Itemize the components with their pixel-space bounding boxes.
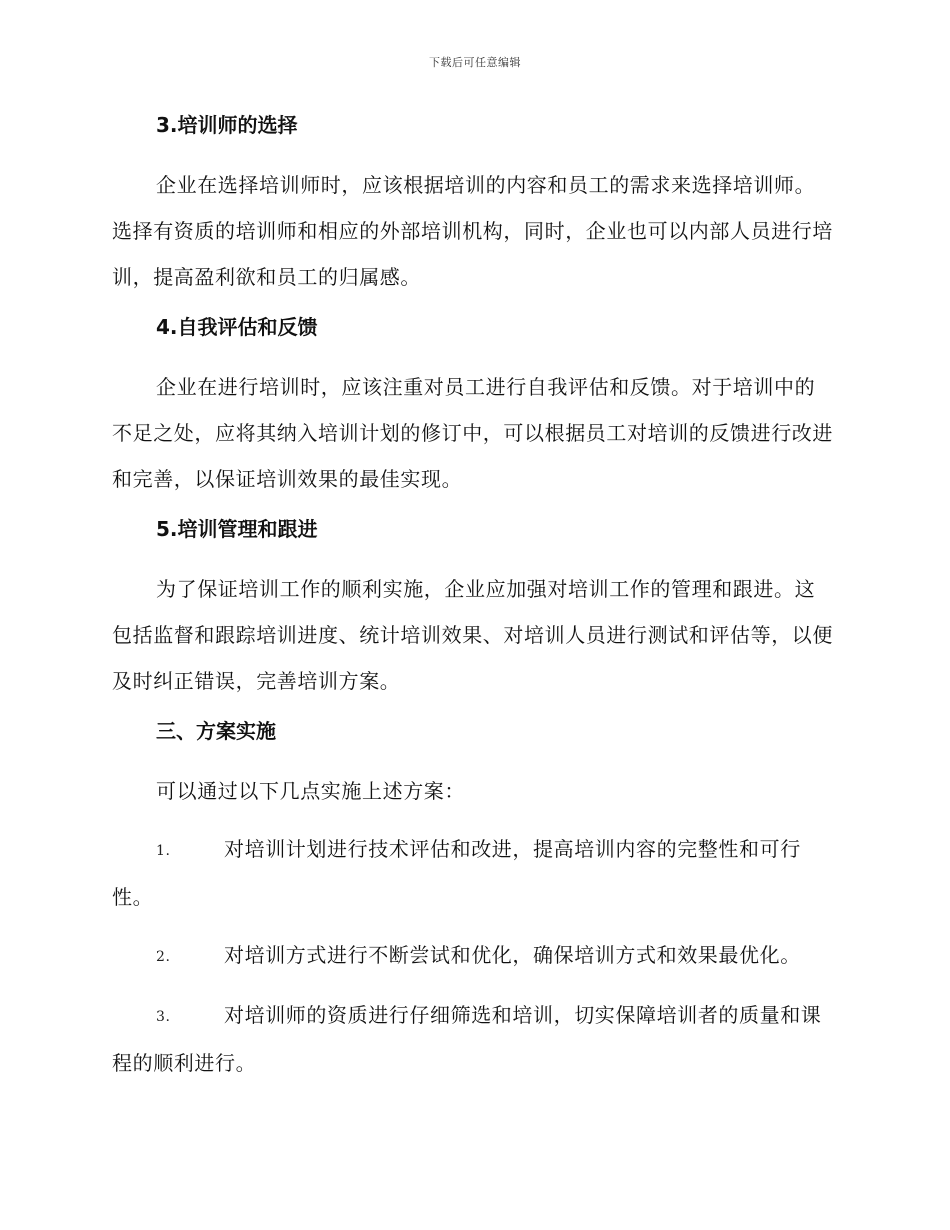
header-note: 下载后可任意编辑 [429, 56, 521, 69]
section-paragraph-self-assessment: 企业在进行培训时，应该注重对员工进行自我评估和反馈。对于培训中的不足之处，应将其纳入培训计划的修订中，可以根据员工对培训的反馈进行改进和完善，以保证培训效果的最佳实现。 [112, 375, 833, 491]
list-item-number: 3. [156, 1009, 171, 1025]
list-item-number: 2. [156, 949, 171, 965]
list-item [112, 992, 834, 1086]
section-heading-self-assessment: 4.自我评估和反馈 [156, 315, 318, 339]
list-item-text: 对培训计划进行技术评估和改进，提高培训内容的完整性和可行性。 [112, 837, 801, 909]
implementation-intro: 可以通过以下几点实施上述方案： [156, 779, 465, 803]
list-item-text: 对培训方式进行不断尝试和优化，确保培训方式和效果最优化。 [224, 943, 801, 967]
list-item-number: 1. [156, 843, 171, 859]
section-heading-implementation: 三、方案实施 [156, 719, 276, 743]
section-paragraph-training-management: 为了保证培训工作的顺利实施，企业应加强对培训工作的管理和跟进。这包括监督和跟踪培训进度、统计培训效果、对培训人员进行测试和评估等，以便及时纠正错误，完善培训方案。 [112, 577, 833, 693]
list-item [112, 932, 834, 980]
document-body [112, 110, 834, 1098]
section-heading-trainer-selection: 3.培训师的选择 [156, 113, 298, 137]
list-item [112, 826, 834, 920]
section-heading-training-management: 5.培训管理和跟进 [156, 517, 318, 541]
section-paragraph-trainer-selection: 企业在选择培训师时，应该根据培训的内容和员工的需求来选择培训师。选择有资质的培训师和相应的外部培训机构，同时，企业也可以内部人员进行培训，提高盈利欲和员工的归属感。 [112, 173, 833, 289]
list-item-text: 对培训师的资质进行仔细筛选和培训，切实保障培训者的质量和课程的顺利进行。 [112, 1003, 822, 1075]
